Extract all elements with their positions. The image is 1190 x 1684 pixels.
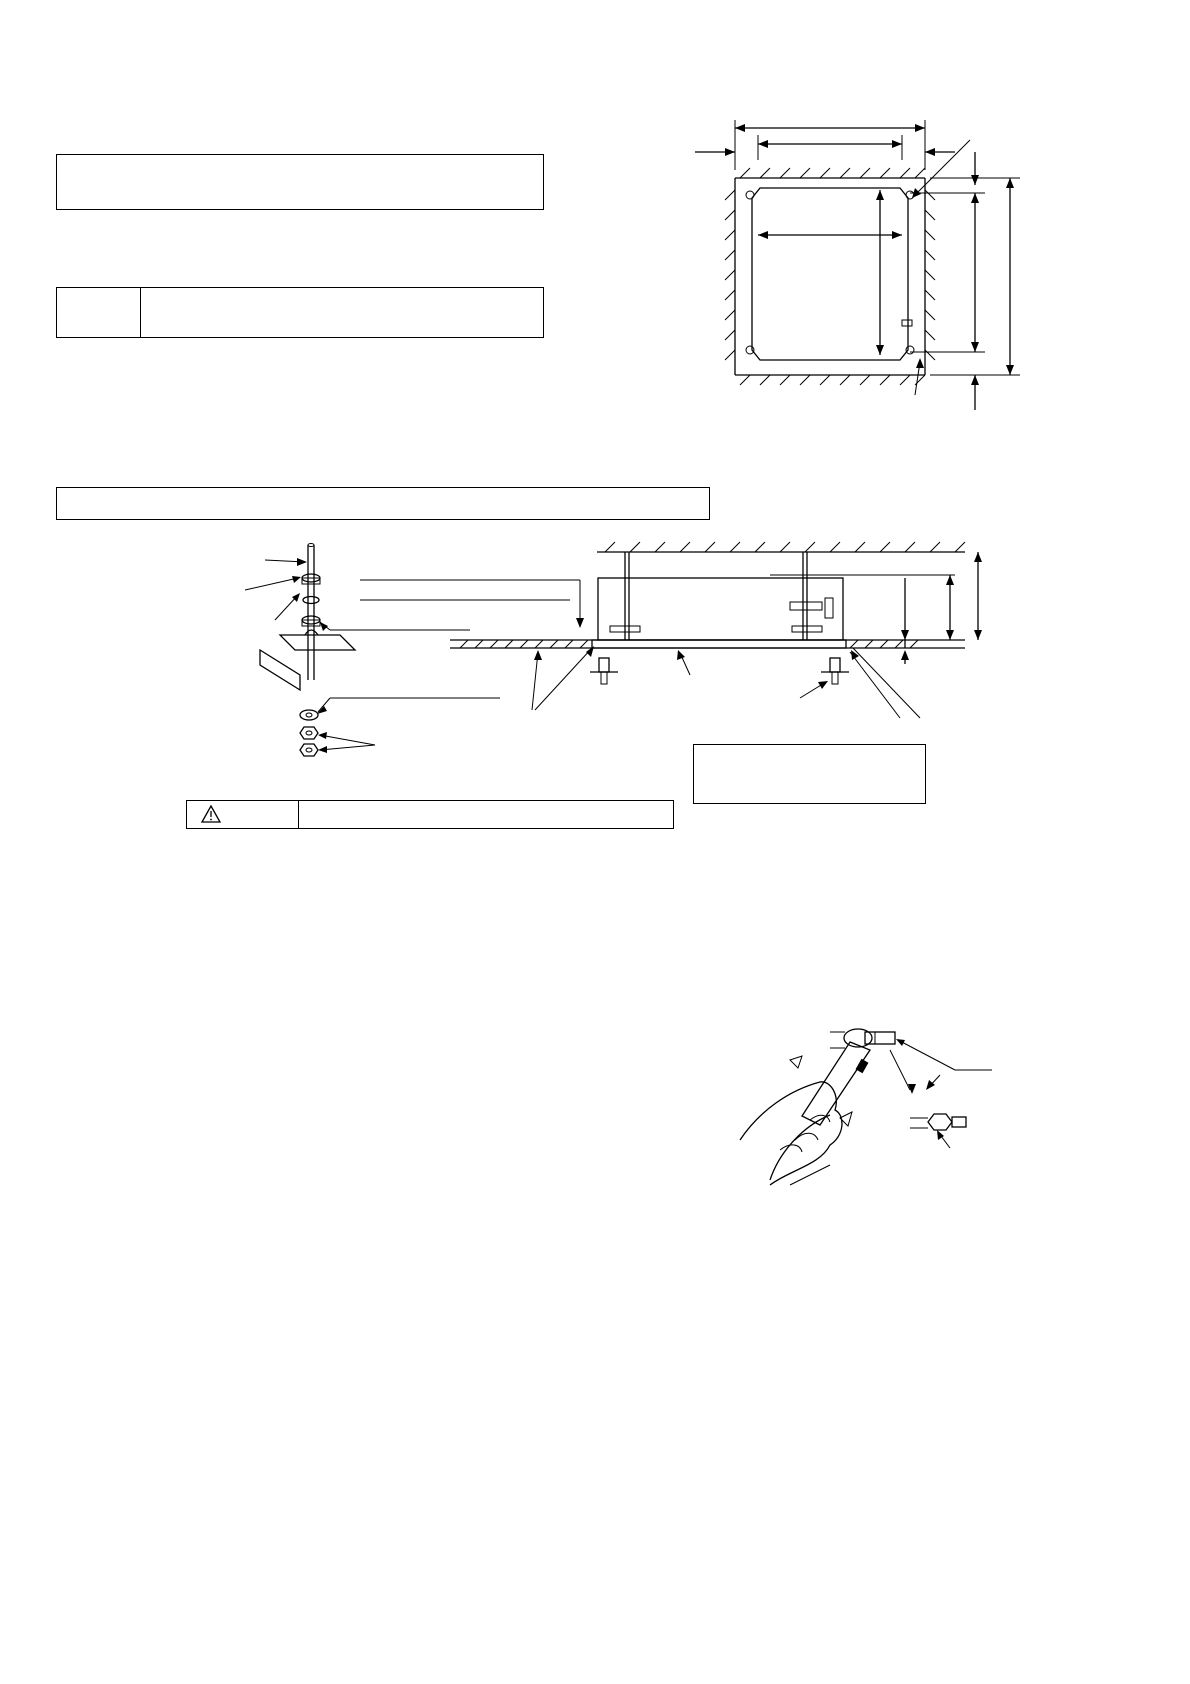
label-box xyxy=(56,287,544,338)
wrench-hand-icon xyxy=(710,1020,1000,1190)
top-note-box xyxy=(56,154,544,210)
label-box-divider xyxy=(140,288,141,337)
ceiling-opening-diagram xyxy=(690,110,1030,410)
callout-box xyxy=(693,744,926,804)
section-header-box xyxy=(56,487,710,520)
warning-triangle-icon xyxy=(201,805,221,823)
caution-box xyxy=(186,800,674,829)
caution-box-divider xyxy=(298,801,299,828)
